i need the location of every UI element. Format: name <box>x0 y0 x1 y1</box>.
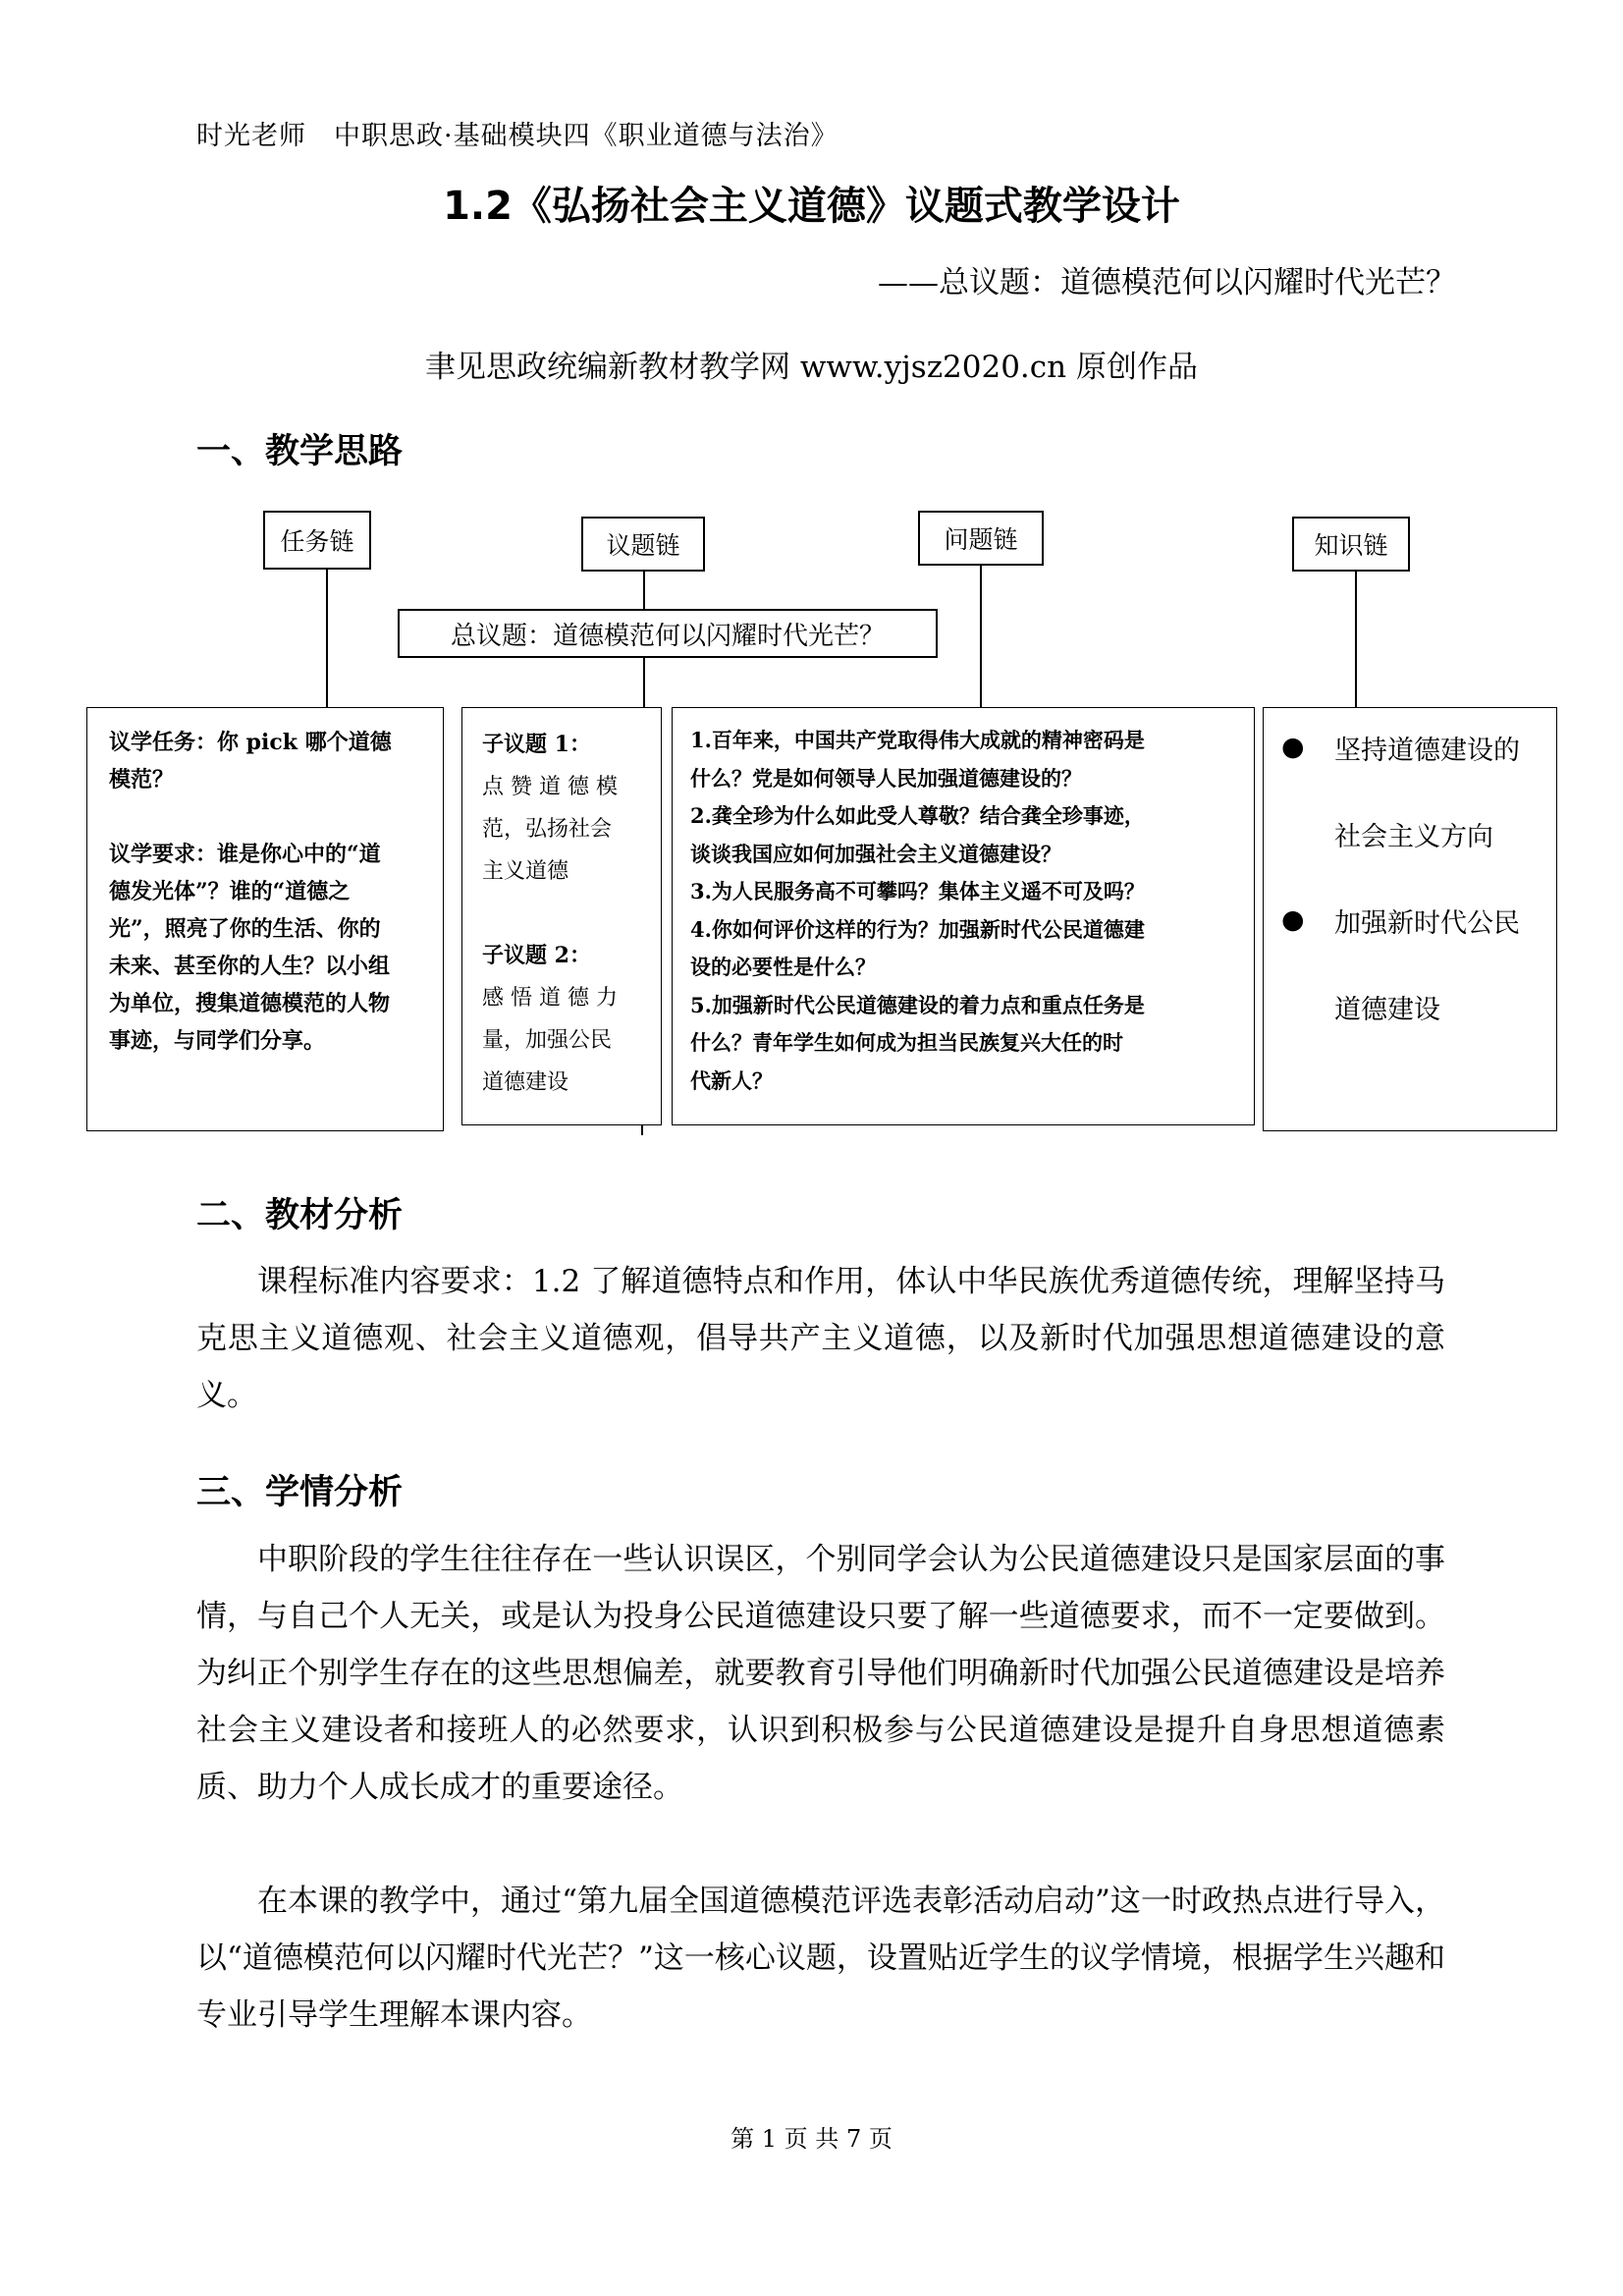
page-title: 1.2《弘扬社会主义道德》议题式教学设计 <box>443 184 1180 229</box>
sub-topic-content <box>482 724 649 1104</box>
header-line: 时光老师 中职思政·基础模块四《职业道德与法治》 <box>196 121 839 151</box>
question-line: 什么？青年学生如何成为担当民族复兴大任的时 <box>690 1030 1123 1055</box>
student-analysis-paragraph: 在本课的教学中，通过“第九届全国道德模范评选表彰活动启动”这一时政热点进行导入，以“道德模范何以闪耀时代光芒？”这一核心议题，设置贴近学生的议学情境，根据学生兴趣和专业引导学生理解本课内容。 <box>196 1884 1445 2033</box>
page-number: 第 1 页 共 7 页 <box>730 2125 893 2153</box>
section-heading-teaching-idea: 一、教学思路 <box>196 432 404 471</box>
question-box <box>672 707 1255 1125</box>
question-line: 1.百年来，中国共产党取得伟大成就的精神密码是 <box>690 728 1145 752</box>
connector-question <box>980 566 982 711</box>
connector-knowledge <box>1355 572 1357 711</box>
section-heading-student: 三、学情分析 <box>196 1473 404 1512</box>
requirement-line: 议学要求：谁是你心中的“道 <box>109 842 381 867</box>
sub-topic-line: 范，弘扬社会 <box>482 817 613 842</box>
chain-label-question: 问题链 <box>918 511 1044 566</box>
task-line: 议学任务：你 pick 哪个道德 <box>109 730 392 755</box>
requirement-line: 光”，照亮了你的生活、你的 <box>109 916 381 942</box>
task-box <box>86 707 444 1131</box>
question-line: 谈谈我国应如何加强社会主义道德建设？ <box>690 841 1061 866</box>
origin-line: 聿见思政统编新教材教学网 www.yjsz2020.cn 原创作品 <box>425 350 1198 385</box>
question-line: 代新人？ <box>690 1067 773 1093</box>
knowledge-item <box>1334 708 1550 881</box>
requirement-line: 德发光体”？谁的“道德之 <box>109 879 351 904</box>
knowledge-line: 道德建设 <box>1334 995 1440 1025</box>
sub-topic-line: 感 悟 道 德 力 <box>482 986 618 1011</box>
requirement-line: 事迹，与同学们分享。 <box>109 1028 326 1054</box>
sub-topic-box <box>461 707 662 1125</box>
question-line: 2.龚全珍为什么如此受人尊敬？结合龚全珍事迹， <box>690 803 1145 828</box>
question-line: 3.为人民服务高不可攀吗？集体主义遥不可及吗？ <box>690 879 1145 903</box>
main-topic-box: 总议题：道德模范何以闪耀时代光芒？ <box>398 609 938 658</box>
knowledge-line: 社会主义方向 <box>1334 822 1493 852</box>
connector-topic-top <box>643 572 645 611</box>
textbook-analysis-paragraph: 课程标准内容要求：1.2 了解道德特点和作用，体认中华民族优秀道德传统，理解坚持马克思主义道德观、社会主义道德观，倡导共产主义道德，以及新时代加强思想道德建设的意义。 <box>196 1264 1445 1413</box>
sub-topic-line: 道德建设 <box>482 1070 569 1095</box>
student-analysis-paragraph: 中职阶段的学生往往存在一些认识误区，个别同学会认为公民道德建设只是国家层面的事情，与自己个人无关，或是认为投身公民道德建设只要了解一些道德要求，而不一定要做到。为纠正个别学生存在的这些思想偏差，就要教育引导他们明确新时代加强公民道德建设是培养社会主义建设者和接班人的必然要求，认识到积极参与公民道德建设是提升自身思想道德素质、助力个人成长成才的重要途径。 <box>196 1542 1445 1805</box>
chain-label-topic: 议题链 <box>581 517 705 572</box>
sub-topic-line: 主义道德 <box>482 859 569 884</box>
sub-topic-line: 量，加强公民 <box>482 1028 613 1053</box>
page-subtitle: ——总议题：道德模范何以闪耀时代光芒？ <box>878 265 1456 301</box>
bullet-icon: ● <box>1281 732 1305 762</box>
knowledge-line: 加强新时代公民 <box>1334 908 1520 939</box>
chain-label-task: 任务链 <box>263 511 371 570</box>
sub-topic-title: 子议题 1： <box>482 732 591 757</box>
section-heading-textbook: 二、教材分析 <box>196 1196 404 1235</box>
question-line: 什么？党是如何领导人民加强道德建设的？ <box>690 765 1082 791</box>
knowledge-line: 坚持道德建设的 <box>1334 736 1520 766</box>
knowledge-box <box>1263 707 1557 1131</box>
connector-task <box>326 570 328 711</box>
task-content <box>109 724 433 1060</box>
question-line: 设的必要性是什么？ <box>690 955 876 979</box>
sub-topic-title: 子议题 2： <box>482 943 591 968</box>
requirement-line: 未来、甚至你的人生？以小组 <box>109 954 391 979</box>
question-line: 5.加强新时代公民道德建设的着力点和重点任务是 <box>690 992 1145 1017</box>
knowledge-item <box>1334 881 1550 1054</box>
bullet-icon: ● <box>1281 904 1305 935</box>
connector-topic-bottom <box>643 656 645 711</box>
question-line: 4.你如何评价这样的行为？加强新时代公民道德建 <box>690 916 1145 942</box>
task-line: 模范？ <box>109 767 175 793</box>
requirement-line: 为单位，搜集道德模范的人物 <box>109 991 391 1016</box>
question-list <box>690 722 1246 1100</box>
sub-topic-line: 点 赞 道 德 模 <box>482 775 618 799</box>
chain-label-knowledge: 知识链 <box>1292 517 1410 572</box>
